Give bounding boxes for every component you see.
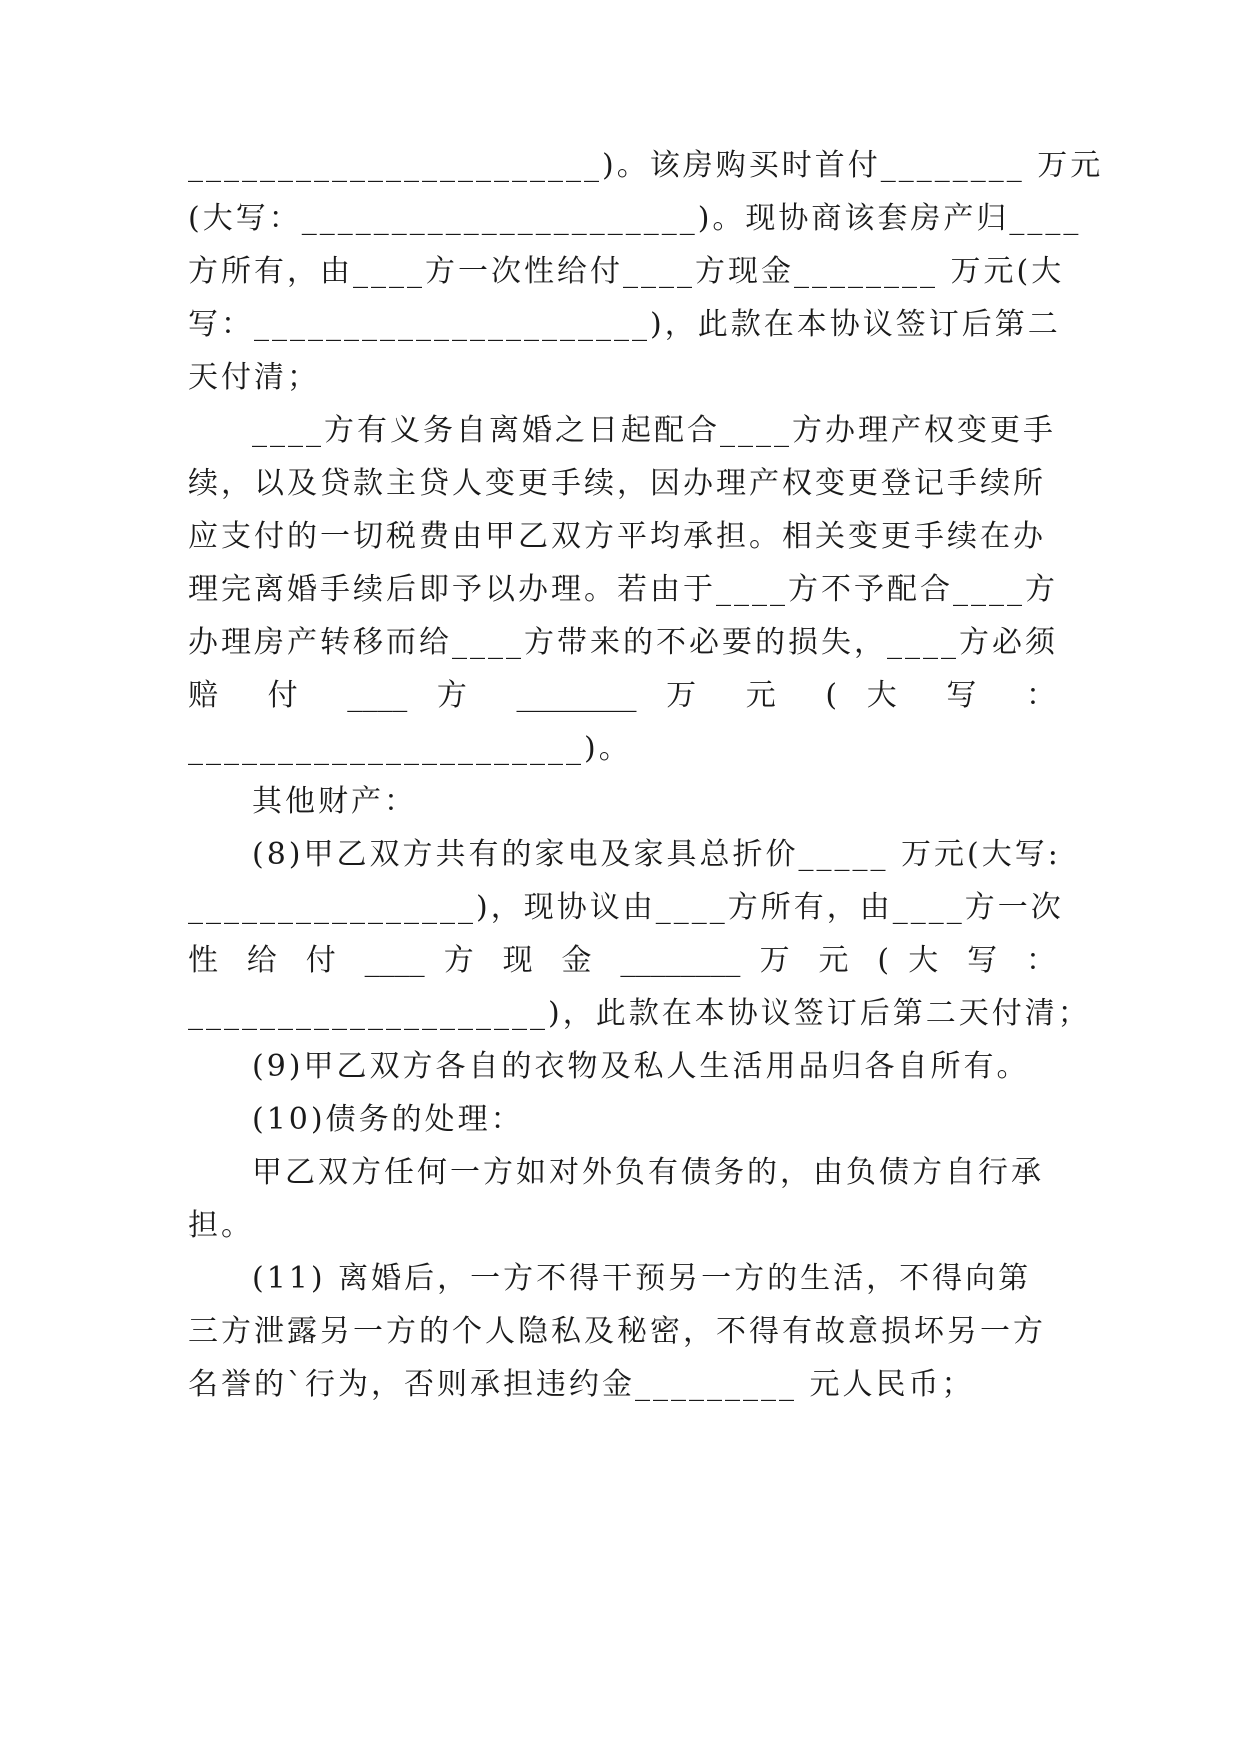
text-line: 甲乙双方任何一方如对外负有债务的，由负债方自行承 — [252, 1155, 1044, 1190]
section-heading: 其他财产： — [252, 784, 417, 819]
text-line: 担。 — [188, 1208, 254, 1243]
text-line: (9)甲乙双方各自的衣物及私人生活用品归各自所有。 — [252, 1049, 1030, 1084]
document-page — [188, 0, 1104, 1754]
text-line: 写：______________________)，此款在本协议签订后第二 — [188, 307, 1061, 342]
text-line: _______________________)。该房购买时首付________ 万元 — [188, 148, 1104, 183]
text-line: 应支付的一切税费由甲乙双方平均承担。相关变更手续在办 — [188, 519, 1046, 554]
text-line: 赔 付 ____ 方 ________ 万 元 ( 大 写 ： — [188, 678, 1056, 713]
text-line: 方所有，由____方一次性给付____方现金________ 万元(大 — [188, 254, 1065, 289]
text-line: 性 给 付 ____ 方 现 金 ________ 万 元 ( 大 写 ： — [188, 943, 1056, 978]
text-line: ____方有义务自离婚之日起配合____方办理产权变更手 — [252, 413, 1056, 448]
text-line: (11) 离婚后，一方不得干预另一方的生活，不得向第 — [252, 1261, 1032, 1296]
text-line: ______________________)。 — [188, 731, 632, 766]
text-line: (10)债务的处理： — [252, 1102, 524, 1137]
text-line: 名誉的`行为，否则承担违约金_________ 元人民币； — [188, 1367, 975, 1402]
text-line: (8)甲乙双方共有的家电及家具总折价_____ 万元(大写: — [252, 837, 1061, 872]
text-line: 天付清； — [188, 360, 320, 395]
text-line: 办理房产转移而给____方带来的不必要的损失，____方必须 — [188, 625, 1058, 660]
text-line: (大写：______________________)。现协商该套房产归____ — [188, 201, 1082, 236]
text-line: 理完离婚手续后即予以办理。若由于____方不予配合____方 — [188, 572, 1058, 607]
text-line: 三方泄露另一方的个人隐私及秘密，不得有故意损坏另一方 — [188, 1314, 1046, 1349]
text-line: ____________________)，此款在本协议签订后第二天付清； — [188, 996, 1091, 1031]
text-line: ________________)，现协议由____方所有，由____方一次 — [188, 890, 1064, 925]
text-line: 续，以及贷款主贷人变更手续，因办理产权变更登记手续所 — [188, 466, 1046, 501]
